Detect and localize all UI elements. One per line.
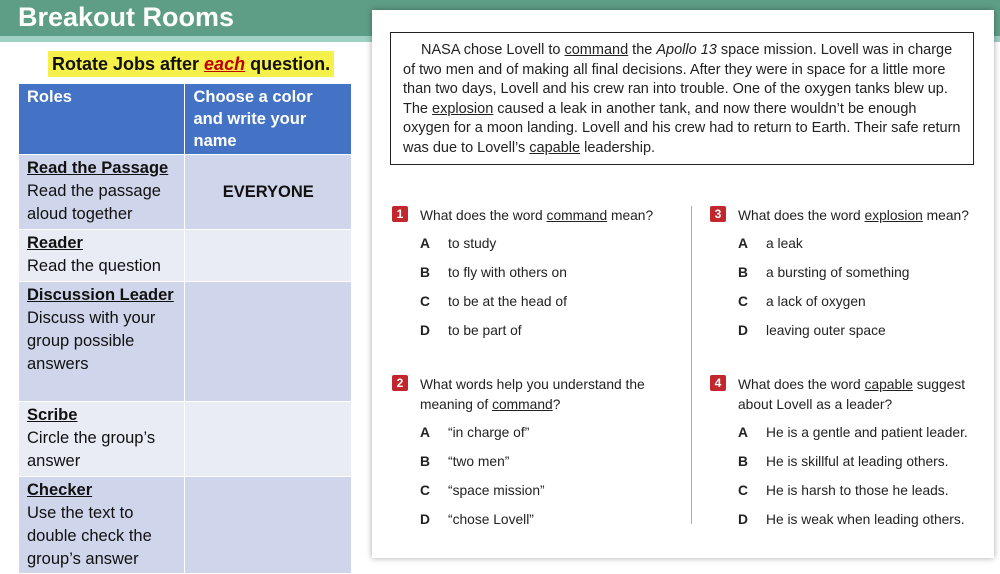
role-desc: Read the passage aloud together [27,182,161,223]
question-number: 3 [710,206,726,222]
answer-option[interactable] [420,263,567,283]
question-text-part: ? [552,397,561,412]
question-text-part: suggest about Lovell as a leader? [738,377,966,412]
role-cell [19,477,185,574]
question-word: capable [864,377,913,392]
role-cell [19,282,185,402]
answer-option[interactable] [738,321,886,341]
page-title: Breakout Rooms [18,2,235,32]
option-letter: D [738,512,748,527]
option-text: a bursting of something [766,265,910,280]
roles-table-header [19,84,352,155]
question-text-part: mean? [607,208,654,223]
answer-option[interactable] [738,481,949,501]
answer-option[interactable] [738,510,965,530]
assignee-cell[interactable] [185,230,352,282]
rotate-note-before: Rotate Jobs after [52,54,205,74]
option-text: “in charge of” [448,425,530,440]
question-text [420,375,660,415]
answer-option[interactable] [420,481,545,501]
role-row-read-passage [19,155,352,230]
rotate-note-emphasis: each [204,54,246,74]
role-desc: Circle the group’s answer [27,429,156,470]
question-text-part: mean? [922,208,969,223]
role-desc: Discuss with your group possible answers [27,309,156,373]
answer-option[interactable] [420,423,529,443]
role-name: Scribe [27,406,78,424]
passage-text: space mission. Lovell was in charge of two men and of making all final decisions. After they were in space for a little more than two days, Lovell and his crew ran into trouble. One of the oxygen tanks blew up. The [403,42,953,117]
option-text: He is a gentle and patient leader. [766,425,968,440]
option-letter: A [738,236,748,251]
question-text-part: What does the word [738,377,865,392]
option-letter: B [738,265,748,280]
question-word: explosion [864,208,923,223]
option-letter: B [420,265,430,280]
option-letter: D [420,512,430,527]
role-desc: Use the text to double check the group’s answer [27,504,152,568]
vocab-capable: capable [529,139,581,156]
option-letter: B [420,454,430,469]
question-text-part: What does the word [738,208,865,223]
answer-option[interactable] [420,234,496,254]
vocab-explosion: explosion [432,100,494,117]
option-text: to be part of [448,323,522,338]
role-row-reader [19,230,352,282]
passage-text: caused a leak in another tank, and now there wouldn’t be enough oxygen for a moon landing. Lovell and his crew had to return to Earth. Their safe return was due to Lovell’s [403,100,961,156]
answer-option[interactable] [420,292,567,312]
answer-option[interactable] [738,263,909,283]
option-letter: D [738,323,748,338]
column-divider [691,206,692,524]
option-text: to fly with others on [448,265,567,280]
option-text: He is skillful at leading others. [766,454,949,469]
header-choose-color: Choose a color and write your name [185,84,352,155]
rotate-jobs-note [48,51,334,77]
role-row-scribe [19,402,352,477]
question-number: 1 [392,206,408,222]
passage-text: the [628,42,657,58]
option-text: to study [448,236,497,251]
question-number: 2 [392,375,408,391]
question-word: command [546,208,608,223]
assignee-cell[interactable] [185,282,352,402]
question-text [420,206,670,226]
question-text-part: What words help you understand the meaning of [420,377,645,412]
option-letter: C [738,294,748,309]
option-text: “space mission” [448,483,545,498]
passage-text: leadership. [580,139,656,156]
answer-option[interactable] [420,321,522,341]
option-text: to be at the head of [448,294,567,309]
role-cell [19,230,185,282]
role-desc: Read the question [27,257,161,275]
option-text: “two men” [448,454,510,469]
option-letter: A [420,425,430,440]
role-name: Checker [27,481,93,499]
answer-option[interactable] [738,234,803,254]
role-name: Read the Passage [27,159,169,177]
roles-table [18,83,352,574]
option-letter: D [420,323,430,338]
answer-option[interactable] [420,452,509,472]
role-cell [19,402,185,477]
question-number: 4 [710,375,726,391]
option-text: leaving outer space [766,323,886,338]
role-name: Discussion Leader [27,286,174,304]
question-text-part: What does the word [420,208,547,223]
answer-option[interactable] [738,423,968,443]
option-letter: A [420,236,430,251]
role-cell [19,155,185,230]
role-name: Reader [27,234,83,252]
option-text: a leak [766,236,803,251]
rotate-note-after: question. [245,54,331,74]
question-word: command [492,397,553,412]
option-letter: C [420,483,430,498]
question-text [738,375,978,415]
answer-option[interactable] [738,452,949,472]
vocab-command: command [564,42,629,58]
option-letter: A [738,425,748,440]
option-text: a lack of oxygen [766,294,866,309]
passage-apollo: Apollo 13 [656,42,717,58]
answer-option[interactable] [738,292,866,312]
option-letter: B [738,454,748,469]
role-row-discussion-leader [19,282,352,402]
option-text: “chose Lovell” [448,512,534,527]
assignee-cell[interactable] [185,477,352,574]
question-text [738,206,988,226]
header-roles: Roles [19,84,185,155]
assignee-cell[interactable] [185,402,352,477]
passage-text: NASA chose Lovell to [421,42,565,58]
option-letter: C [738,483,748,498]
option-letter: C [420,294,430,309]
passage-panel [372,10,994,558]
reading-passage [390,32,974,165]
assignee-cell[interactable]: EVERYONE [185,155,352,230]
answer-option[interactable] [420,510,534,530]
role-row-checker [19,477,352,574]
option-text: He is harsh to those he leads. [766,483,949,498]
option-text: He is weak when leading others. [766,512,965,527]
